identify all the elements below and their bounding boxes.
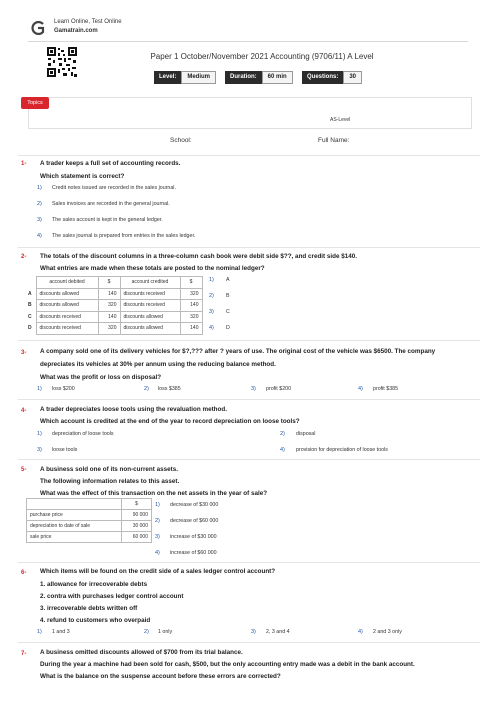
question-divider <box>18 247 480 248</box>
option-text[interactable]: provision for depreciation of loose tools <box>296 447 388 453</box>
level-label: Level: <box>154 71 181 84</box>
option-text[interactable]: decrease of $60 000 <box>170 518 219 524</box>
table-cell: 90 000 <box>122 510 152 521</box>
option-number: 4) <box>209 325 214 331</box>
option-text[interactable]: B <box>226 293 230 299</box>
paper-title: Paper 1 October/November 2021 Accounting (9706/11) A Level <box>150 52 374 61</box>
question-prompt: What was the profit or loss on disposal? <box>40 374 162 381</box>
question-text: A trader keeps a full set of accounting records. <box>40 160 181 167</box>
table-cell: 320 <box>98 323 120 335</box>
table-row <box>27 532 152 543</box>
table-cell: 140 <box>180 300 202 312</box>
table-cell: discounts received <box>36 323 98 335</box>
questions-label: Questions: <box>302 71 343 84</box>
topics-box <box>28 97 472 129</box>
option-text[interactable]: decrease of $30 000 <box>170 502 219 508</box>
option-text[interactable]: disposal <box>296 431 316 437</box>
option-text[interactable]: The sales account is kept in the general ledger. <box>52 217 163 223</box>
question-number: 2- <box>21 254 27 260</box>
level-badge <box>154 71 216 84</box>
table-header: $ <box>122 499 152 510</box>
table-header <box>27 499 122 510</box>
questions-badge <box>302 71 362 84</box>
question-divider <box>18 340 480 341</box>
question-text: The totals of the discount columns in a three-column cash book were debit side $??, and credit side $140. <box>40 253 358 260</box>
question-prompt: What is the balance on the suspense account before these errors are corrected? <box>40 673 281 680</box>
table-cell: discounts allowed <box>120 311 180 323</box>
question-text-continued: During the year a machine had been sold for cash, $500, but the only accounting entry made was a debit in the bank account. <box>40 661 415 668</box>
option-number: 4) <box>37 233 42 239</box>
gamatrain-logo-icon <box>30 21 46 35</box>
table-row <box>26 288 202 300</box>
duration-badge <box>225 71 293 84</box>
option-number: 1) <box>37 629 42 635</box>
table-row <box>26 323 202 335</box>
table-cell: discounts allowed <box>36 288 98 300</box>
option-number: 3) <box>251 386 256 392</box>
option-number: 1) <box>37 386 42 392</box>
option-number: 1) <box>155 502 160 508</box>
option-text[interactable]: profit $200 <box>266 386 292 392</box>
option-text[interactable]: depreciation of loose tools <box>52 431 114 437</box>
option-number: 2) <box>144 386 149 392</box>
table-header: account credited <box>120 277 180 289</box>
question-number: 3- <box>21 350 27 356</box>
table-cell: 320 <box>180 311 202 323</box>
option-text[interactable]: increase of $30 000 <box>170 534 217 540</box>
option-number: 2) <box>280 431 285 437</box>
option-text[interactable]: loose tools <box>52 447 78 453</box>
table-header: account debited <box>36 277 98 289</box>
question-number: 5- <box>21 467 27 473</box>
asset-info-table <box>26 498 152 543</box>
option-text[interactable]: D <box>226 325 230 331</box>
row-letter: B <box>28 302 32 309</box>
option-text[interactable]: Credit notes issued are recorded in the sales journal. <box>52 185 176 191</box>
school-field-label: School: <box>170 137 192 144</box>
question-item: 4. refund to customers who overpaid <box>40 617 151 624</box>
option-text[interactable]: A <box>226 277 230 283</box>
question-item: 3. irrecoverable debts written off <box>40 605 138 612</box>
table-cell: 320 <box>98 300 120 312</box>
row-letter: A <box>28 290 32 297</box>
question-prompt: What entries are made when these totals are posted to the nominal ledger? <box>40 265 265 272</box>
option-text[interactable]: 2 and 3 only <box>373 629 402 635</box>
full-name-field-label: Full Name: <box>318 137 350 144</box>
option-number: 3) <box>209 309 214 315</box>
row-letter: C <box>28 313 32 320</box>
table-cell: purchase price <box>27 510 122 521</box>
table-cell: 140 <box>98 311 120 323</box>
level-value: Medium <box>181 71 216 84</box>
option-number: 2) <box>155 518 160 524</box>
table-cell: discounts received <box>120 300 180 312</box>
option-number: 3) <box>37 217 42 223</box>
option-number: 2) <box>144 629 149 635</box>
option-text[interactable]: The sales journal is prepared from entries in the sales ledger. <box>52 233 196 239</box>
option-number: 4) <box>280 447 285 453</box>
table-cell: discounts received <box>120 288 180 300</box>
question-prompt: What was the effect of this transaction on the net assets in the year of sale? <box>40 490 268 497</box>
questions-value: 30 <box>343 71 362 84</box>
option-text[interactable]: loss $385 <box>158 386 181 392</box>
question-text-continued: The following information relates to this asset. <box>40 478 180 485</box>
topics-level: AS-Level <box>330 117 351 123</box>
option-number: 2) <box>209 293 214 299</box>
question-divider <box>18 399 480 400</box>
row-letter: D <box>28 325 32 332</box>
question-divider <box>18 642 480 643</box>
option-number: 4) <box>358 386 363 392</box>
table-header: $ <box>98 277 120 289</box>
option-number: 1) <box>37 431 42 437</box>
table-header-row <box>27 499 152 510</box>
question-text: A business sold one of its non-current assets. <box>40 466 178 473</box>
question-divider <box>18 459 480 460</box>
table-row <box>26 300 202 312</box>
option-text[interactable]: increase of $60 000 <box>170 550 217 556</box>
question-divider <box>18 562 480 563</box>
question-number: 1- <box>21 161 27 167</box>
option-number: 4) <box>358 629 363 635</box>
question-text: A company sold one of its delivery vehicles for $?,??? after ? years of use. The original cost of the vehicle was $6500. The company <box>40 348 436 355</box>
option-number: 1) <box>209 277 214 283</box>
option-number: 3) <box>155 534 160 540</box>
option-text[interactable]: loss $200 <box>52 386 75 392</box>
question-prompt: Which statement is correct? <box>40 173 125 180</box>
table-cell: sale price <box>27 532 122 543</box>
table-header-row <box>26 277 202 289</box>
table-cell: discounts received <box>36 311 98 323</box>
brand-site[interactable]: Gamatrain.com <box>54 28 98 34</box>
question-text: Which items will be found on the credit side of a sales ledger control account? <box>40 568 276 575</box>
table-cell: 320 <box>180 288 202 300</box>
table-cell: 30 000 <box>122 521 152 532</box>
option-text[interactable]: Sales invoices are recorded in the general journal. <box>52 201 170 207</box>
option-text[interactable]: 1 and 3 <box>52 629 70 635</box>
duration-label: Duration: <box>225 71 262 84</box>
table-cell: discounts allowed <box>120 323 180 335</box>
question-number: 7- <box>21 651 27 657</box>
table-cell: 140 <box>180 323 202 335</box>
header-divider <box>28 41 468 42</box>
table-row <box>27 510 152 521</box>
table-cell: depreciation to date of sale <box>27 521 122 532</box>
option-number: 1) <box>37 185 42 191</box>
question-number: 4- <box>21 408 27 414</box>
question-number: 6- <box>21 570 27 576</box>
question-divider <box>18 155 480 156</box>
option-number: 4) <box>155 550 160 556</box>
option-text[interactable]: 1 only <box>158 629 173 635</box>
topics-tab[interactable]: Topics <box>21 97 49 109</box>
option-text[interactable]: C <box>226 309 230 315</box>
table-header: $ <box>180 277 202 289</box>
question-text: A trader depreciates loose tools using the revaluation method. <box>40 406 227 413</box>
option-text[interactable]: 2, 3 and 4 <box>266 629 290 635</box>
table-row <box>27 521 152 532</box>
option-text[interactable]: profit $385 <box>373 386 399 392</box>
table-cell: 60 000 <box>122 532 152 543</box>
discount-entries-table <box>26 276 203 335</box>
option-number: 3) <box>37 447 42 453</box>
table-row <box>26 311 202 323</box>
question-text: A business omitted discounts allowed of $700 from its trial balance. <box>40 649 243 656</box>
table-cell: discounts allowed <box>36 300 98 312</box>
question-item: 1. allowance for irrecoverable debts <box>40 581 148 588</box>
qr-code-icon[interactable] <box>46 46 78 78</box>
option-number: 2) <box>37 201 42 207</box>
duration-value: 60 min <box>262 71 293 84</box>
table-cell: 140 <box>98 288 120 300</box>
question-item: 2. contra with purchases ledger control account <box>40 593 184 600</box>
question-text-continued: depreciates its vehicles at 30% per annum using the reducing balance method. <box>40 361 276 368</box>
question-prompt: Which account is credited at the end of the year to record depreciation on loose tools? <box>40 418 300 425</box>
brand-tagline: Learn Online, Test Online <box>54 19 122 25</box>
option-number: 3) <box>251 629 256 635</box>
